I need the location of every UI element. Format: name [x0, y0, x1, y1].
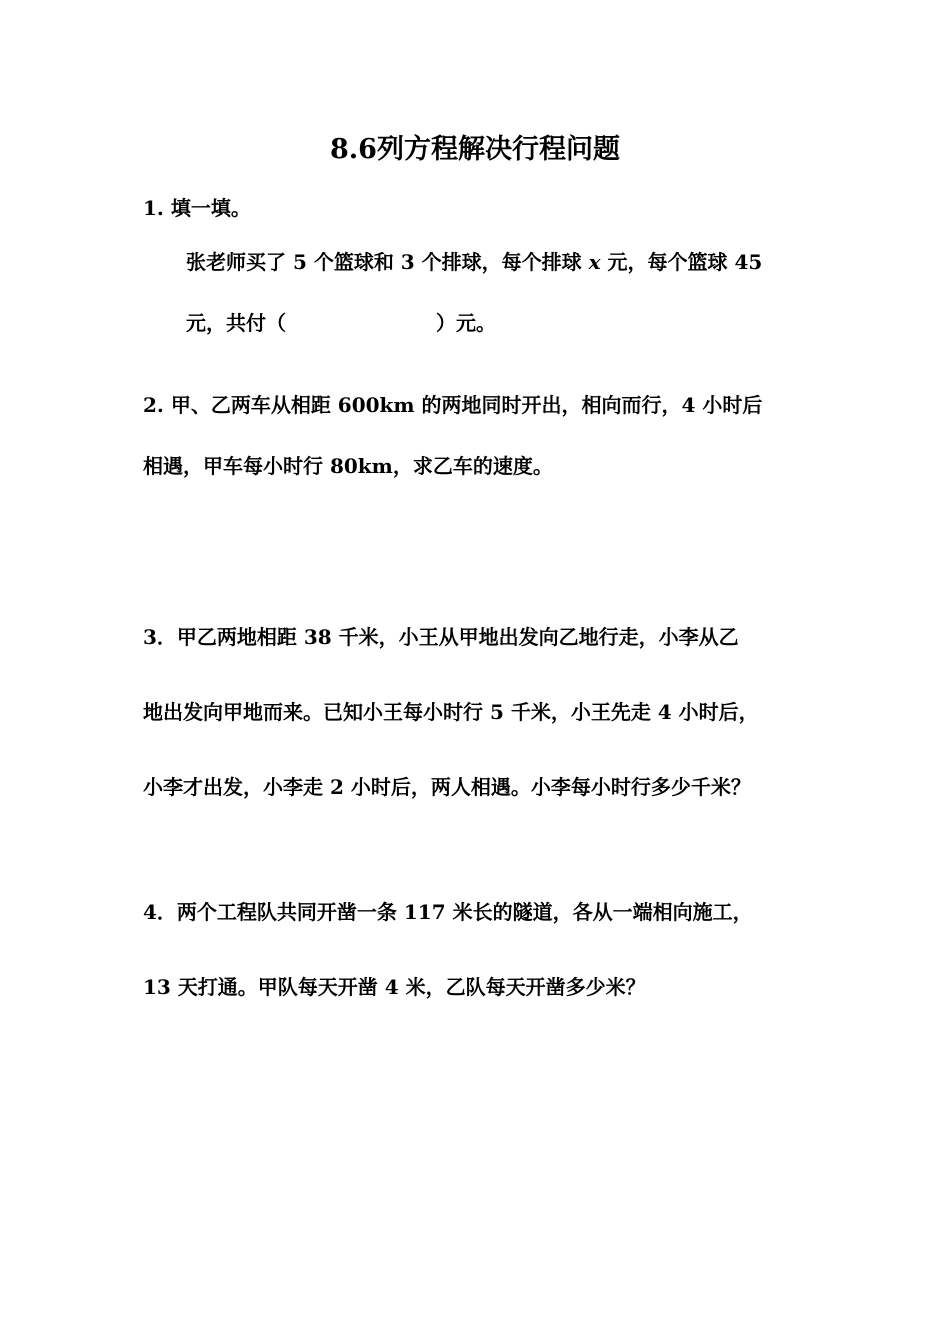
q1-line1-part-b: 元，每个篮球 45 [600, 250, 763, 274]
q3-text-line2: 地出发向甲地而来。已知小王每小时行 5 千米，小王先走 4 小时后， [143, 700, 759, 724]
q1-line2-part-a: 元，共付（ [186, 311, 286, 335]
q1-text-line2 [186, 308, 496, 338]
q4-text-line1: 4．两个工程队共同开凿一条 117 米长的隧道，各从一端相向施工， [143, 900, 753, 924]
page-title: 8.6列方程解决行程问题 [330, 134, 620, 165]
q2-text-line1: 2. 甲、乙两车从相距 600km 的两地同时开出，相向而行，4 小时后 [143, 393, 763, 417]
q1-text-line1 [186, 247, 762, 277]
q1-heading: 1. 填一填。 [143, 196, 251, 220]
q2-text-line2: 相遇，甲车每小时行 80km，求乙车的速度。 [143, 454, 553, 478]
q3-text-line3: 小李才出发，小李走 2 小时后，两人相遇。小李每小时行多少千米？ [143, 775, 751, 799]
q1-line2-part-b: ）元。 [436, 311, 496, 335]
q4-text-line2: 13 天打通。甲队每天开凿 4 米，乙队每天开凿多少米？ [143, 975, 646, 999]
q1-variable: x [588, 250, 601, 274]
q3-text-line1: 3．甲乙两地相距 38 千米，小王从甲地出发向乙地行走，小李从乙 [143, 625, 739, 649]
q1-line1-part-a: 张老师买了 5 个篮球和 3 个排球，每个排球 [186, 250, 589, 274]
